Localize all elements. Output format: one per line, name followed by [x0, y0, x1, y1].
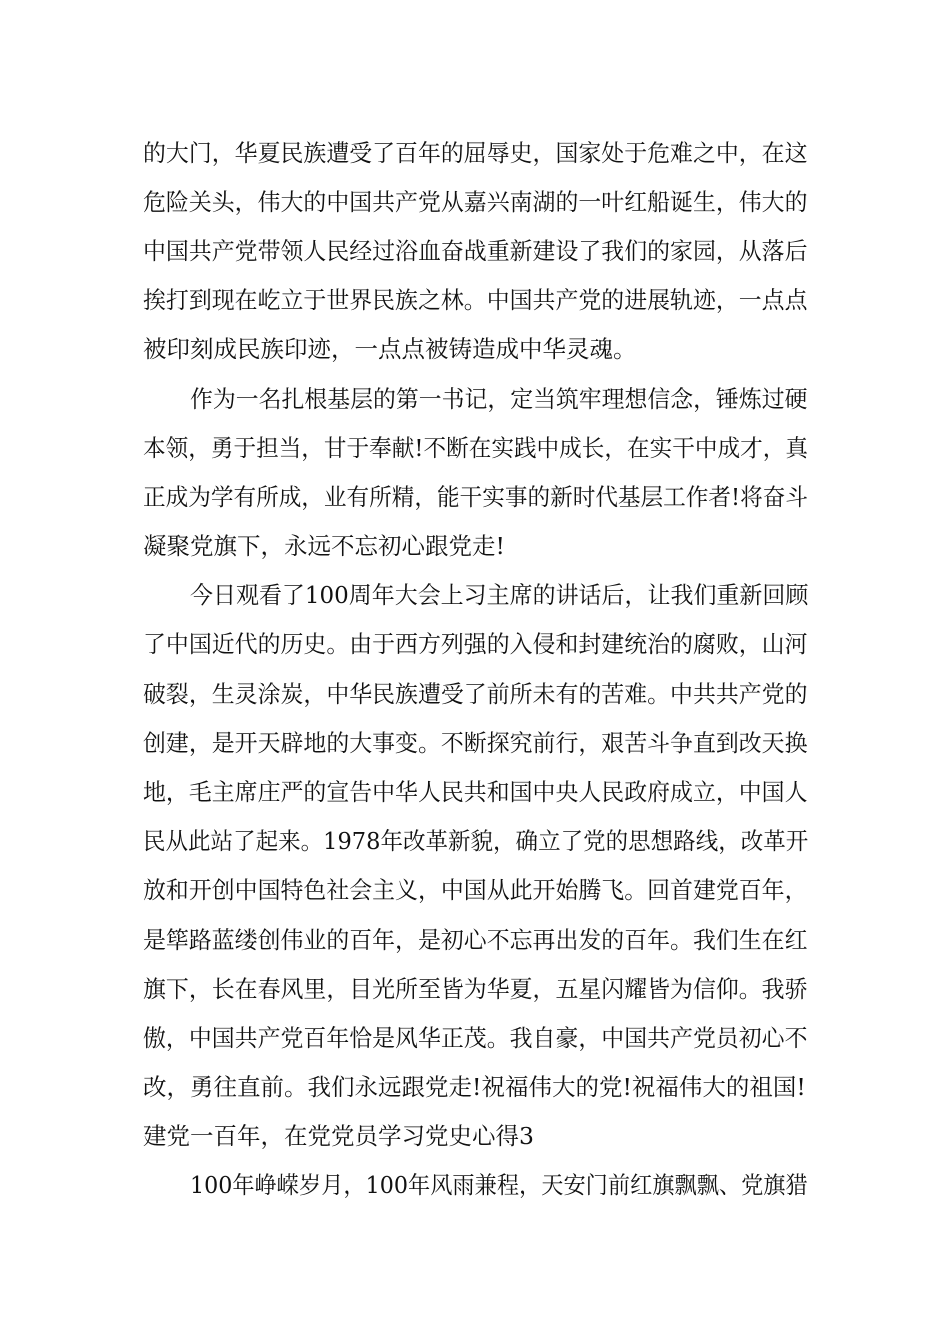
line-text: 本领，勇于担当，甘于奉献!不断在实践中成长，在实干中成才，真 [143, 434, 808, 462]
text-line [0, 280, 950, 320]
text-line [0, 772, 950, 812]
line-text: 被印刻成民族印迹，一点点被铸造成中华灵魂。 [143, 335, 637, 363]
line-text: 今日观看了100周年大会上习主席的讲话后，让我们重新回顾 [190, 581, 809, 609]
line-text: 正成为学有所成，业有所精，能干实事的新时代基层工作者!将奋斗 [143, 483, 808, 511]
line-text: 破裂，生灵涂炭，中华民族遭受了前所未有的苦难。中共共产党的 [143, 680, 808, 708]
line-text: 的大门，华夏民族遭受了百年的屈辱史，国家处于危难之中，在这 [143, 139, 808, 167]
text-line [0, 723, 950, 763]
line-text: 建党一百年，在党党员学习党史心得3 [143, 1122, 534, 1150]
line-text: 是筚路蓝缕创伟业的百年，是初心不忘再出发的百年。我们生在红 [143, 926, 808, 954]
text-line [0, 133, 950, 173]
text-line [0, 1165, 950, 1205]
line-text: 100年峥嵘岁月，100年风雨兼程，天安门前红旗飘飘、党旗猎 [190, 1171, 808, 1199]
line-text: 挨打到现在屹立于世界民族之林。中国共产党的进展轨迹，一点点 [143, 286, 808, 314]
line-text: 改，勇往直前。我们永远跟党走!祝福伟大的党!祝福伟大的祖国! [143, 1073, 806, 1101]
text-line [0, 1018, 950, 1058]
line-text: 地，毛主席庄严的宣告中华人民共和国中央人民政府成立，中国人 [143, 778, 808, 806]
text-line [0, 329, 950, 369]
line-text: 创建，是开天辟地的大事变。不断探究前行，艰苦斗争直到改天换 [143, 729, 808, 757]
text-line [0, 1067, 950, 1107]
text-line [0, 920, 950, 960]
text-line [0, 969, 950, 1009]
text-line [0, 870, 950, 910]
text-line [0, 821, 950, 861]
text-line [0, 575, 950, 615]
line-text: 放和开创中国特色社会主义，中国从此开始腾飞。回首建党百年， [143, 876, 808, 904]
line-text: 中国共产党带领人民经过浴血奋战重新建设了我们的家园，从落后 [143, 237, 808, 265]
line-text: 作为一名扎根基层的第一书记，定当筑牢理想信念，锤炼过硬 [190, 385, 808, 413]
text-line [0, 674, 950, 714]
text-line [0, 477, 950, 517]
text-line [0, 428, 950, 468]
line-text: 危险关头，伟大的中国共产党从嘉兴南湖的一叶红船诞生，伟大的 [143, 188, 808, 216]
line-text: 旗下，长在春风里，目光所至皆为华夏，五星闪耀皆为信仰。我骄 [143, 975, 808, 1003]
line-text: 了中国近代的历史。由于西方列强的入侵和封建统治的腐败，山河 [143, 630, 808, 658]
line-text: 傲，中国共产党百年恰是风华正茂。我自豪，中国共产党员初心不 [143, 1024, 808, 1052]
text-line [0, 182, 950, 222]
text-line [0, 379, 950, 419]
section-heading [0, 1116, 950, 1156]
text-line [0, 231, 950, 271]
line-text: 凝聚党旗下，永远不忘初心跟党走! [143, 532, 505, 560]
line-text: 民从此站了起来。1978年改革新貌，确立了党的思想路线，改革开 [143, 827, 809, 855]
text-line [0, 526, 950, 566]
text-line [0, 624, 950, 664]
